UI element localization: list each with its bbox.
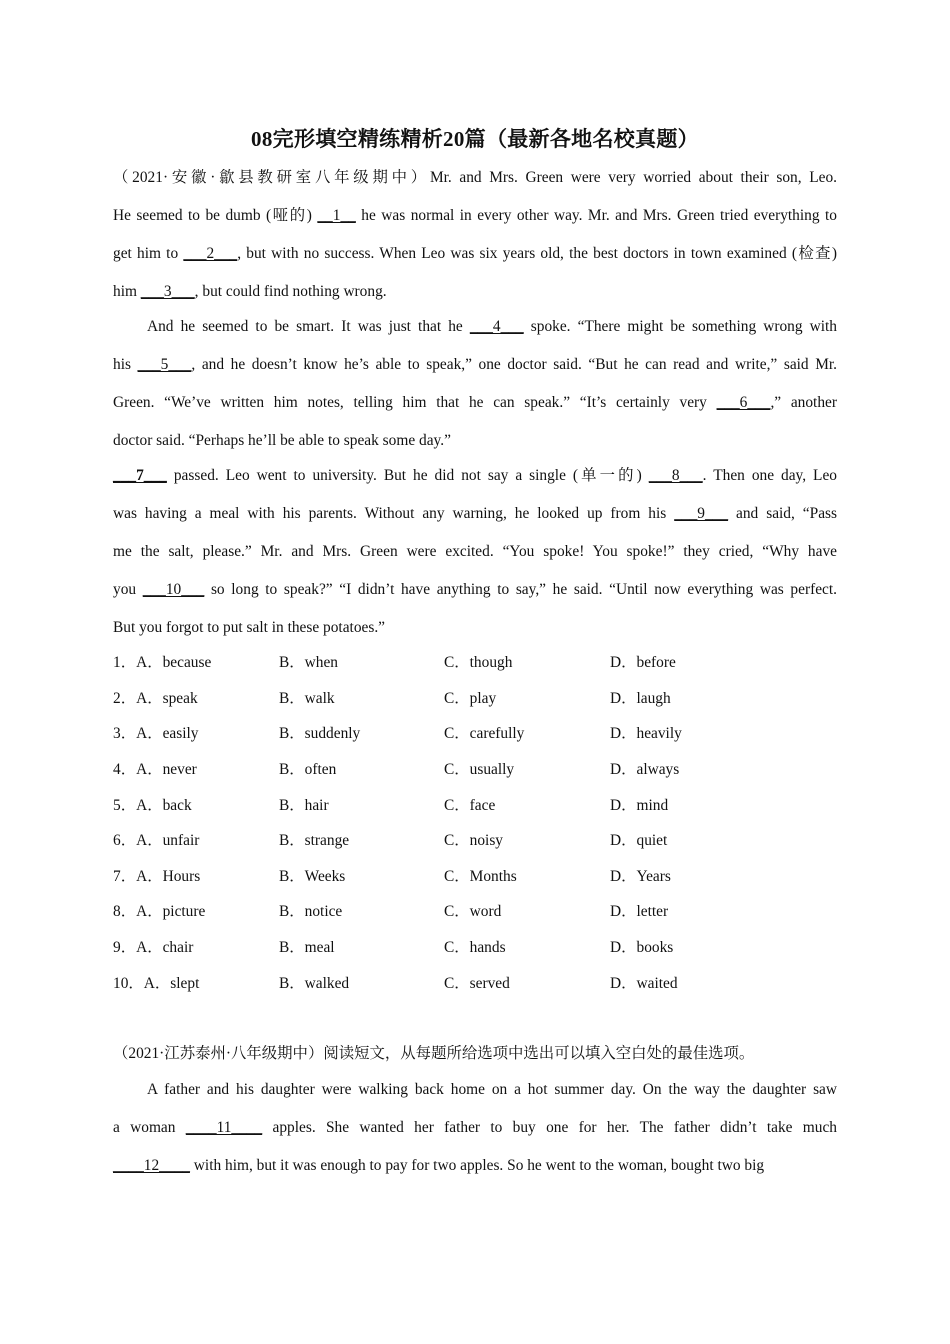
option-b: B．when — [279, 654, 338, 671]
passage-line: get him to ___2___, but with no success. When Leo was six years old, the best doctors in town examined (检查) — [113, 245, 837, 262]
blank-3: ___3___ — [140, 283, 195, 300]
passage-line: Green. “We’ve written him notes, telling him that he can speak.” “It’s certainly very ___6___,” another — [113, 394, 837, 411]
option-c: C．carefully — [444, 725, 525, 742]
option-b: B．suddenly — [279, 725, 361, 742]
blank-5: ___5___ — [137, 356, 192, 373]
passage-line: his ___5___, and he doesn’t know he’s able to speak,” one doctor said. “But he can read and write,” said Mr. — [113, 356, 837, 373]
option-b: B．strange — [279, 832, 350, 849]
option-c: C．Months — [444, 868, 517, 885]
blank-11: ____11____ — [185, 1119, 263, 1136]
option-d: D．before — [610, 654, 676, 671]
option-d: D．always — [610, 761, 680, 778]
option-a: 2．A．speak — [113, 690, 198, 707]
option-a: 8．A．picture — [113, 903, 206, 920]
passage-line: But you forgot to put salt in these potatoes.” — [113, 619, 386, 636]
passage-line: ___7___ passed. Leo went to university. But he did not say a single (单一的) ___8___. Then one day, Leo — [113, 467, 837, 484]
option-a: 5．A．back — [113, 797, 192, 814]
option-d: D．waited — [610, 975, 678, 992]
passage-line: you ___10___ so long to speak?” “I didn’t have anything to say,” he said. “Until now everything was perfect. — [113, 581, 837, 598]
passage-line: a woman ____11____ apples. She wanted her father to buy one for her. The father didn’t take much — [113, 1119, 837, 1136]
passage-line: doctor said. “Perhaps he’ll be able to speak some day.” — [113, 432, 451, 449]
option-b: B．Weeks — [279, 868, 346, 885]
option-c: C．face — [444, 797, 496, 814]
option-c: C．though — [444, 654, 513, 671]
option-b: B．walk — [279, 690, 335, 707]
option-d: D．mind — [610, 797, 669, 814]
option-a: 4．A．never — [113, 761, 197, 778]
option-a: 6．A．unfair — [113, 832, 200, 849]
passage-line: me the salt, please.” Mr. and Mrs. Green were excited. “You spoke! You spoke!” they cried, “Why have — [113, 543, 837, 560]
option-d: D．books — [610, 939, 674, 956]
option-b: B．often — [279, 761, 337, 778]
blank-2: ___2___ — [183, 245, 238, 262]
option-d: D．heavily — [610, 725, 682, 742]
option-d: D．quiet — [610, 832, 668, 849]
option-a: 7．A．Hours — [113, 868, 201, 885]
option-b: B．walked — [279, 975, 350, 992]
option-c: C．hands — [444, 939, 506, 956]
option-b: B．meal — [279, 939, 335, 956]
option-a: 10．A．slept — [113, 975, 200, 992]
option-a: 3．A．easily — [113, 725, 199, 742]
blank-1: __1__ — [317, 207, 356, 224]
blank-8: ___8___ — [648, 467, 703, 484]
passage-line: ____12____ with him, but it was enough to pay for two apples. So he went to the woman, bought two big — [113, 1157, 765, 1174]
blank-10: ___10___ — [142, 581, 205, 598]
option-c: C．word — [444, 903, 502, 920]
option-c: C．usually — [444, 761, 515, 778]
passage-line: was having a meal with his parents. Without any warning, he looked up from his ___9___ and said, “Pass — [113, 505, 837, 522]
option-c: C．noisy — [444, 832, 504, 849]
blank-12: ____12____ — [113, 1157, 190, 1174]
blank-4: ___4___ — [469, 318, 524, 335]
passage-line: him ___3___, but could find nothing wrong. — [113, 283, 387, 300]
option-c: C．served — [444, 975, 510, 992]
option-d: D．Years — [610, 868, 671, 885]
passage-source: （2021·江苏泰州·八年级期中）阅读短文，从每题所给选项中选出可以填入空白处的最佳选项。 — [113, 1045, 755, 1062]
passage-line: （2021·安徽·歙县教研室八年级期中）Mr. and Mrs. Green were very worried about their son, Leo. — [113, 169, 837, 186]
passage-line: And he seemed to be smart. It was just that he ___4___ spoke. “There might be something wrong with — [147, 318, 837, 335]
option-b: B．notice — [279, 903, 343, 920]
option-a: 1．A．because — [113, 654, 212, 671]
blank-7: ___7___ — [113, 467, 167, 484]
option-d: D．letter — [610, 903, 669, 920]
option-a: 9．A．chair — [113, 939, 194, 956]
option-b: B．hair — [279, 797, 329, 814]
passage-line: He seemed to be dumb (哑的) __1__ he was normal in every other way. Mr. and Mrs. Green tried everything to — [113, 207, 837, 224]
passage-line: A father and his daughter were walking back home on a hot summer day. On the way the daughter saw — [147, 1081, 837, 1098]
option-c: C．play — [444, 690, 497, 707]
blank-9: ___9___ — [674, 505, 729, 522]
option-d: D．laugh — [610, 690, 671, 707]
blank-6: ___6___ — [716, 394, 771, 411]
page-title: 08完形填空精练精析20篇（最新各地名校真题） — [251, 127, 699, 151]
